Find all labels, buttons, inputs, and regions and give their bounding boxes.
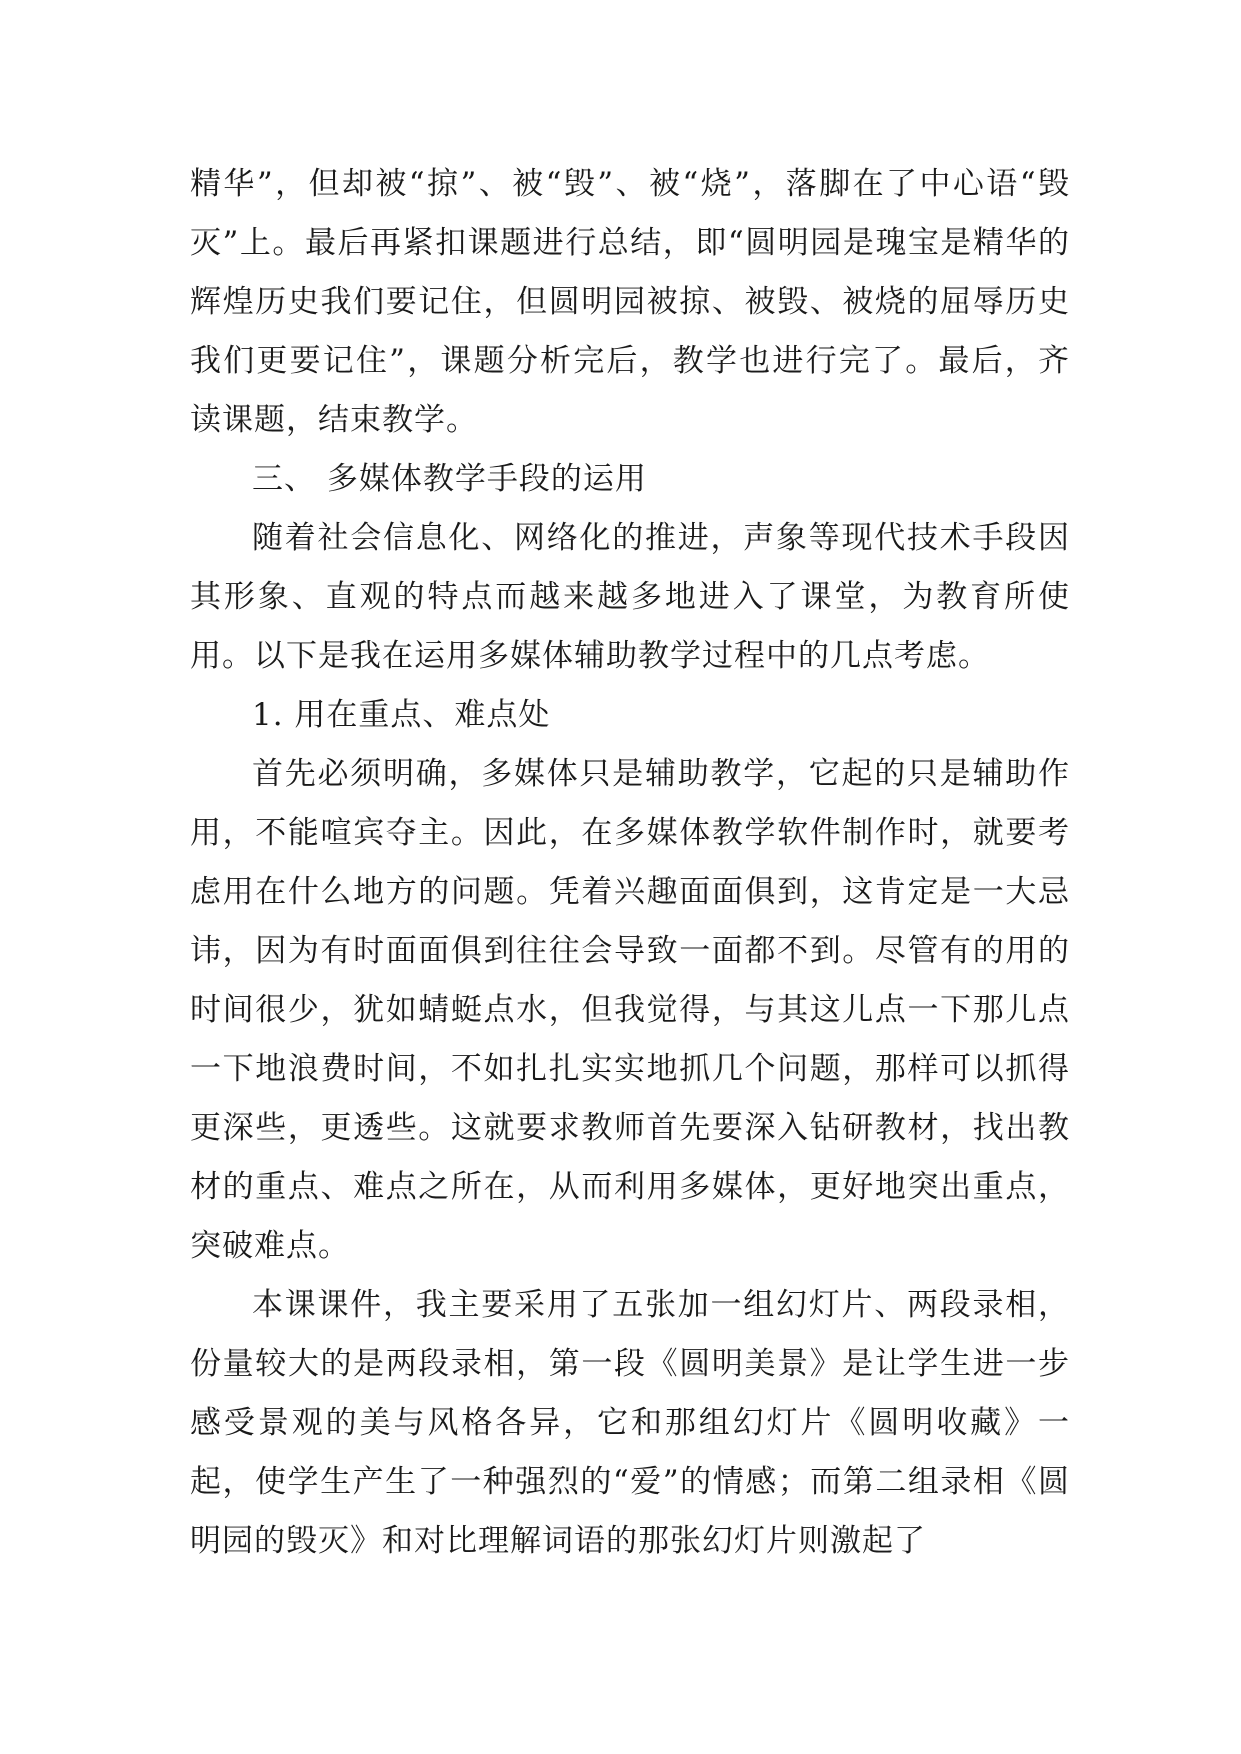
paragraph-intro: 随着社会信息化、网络化的推进，声象等现代技术手段因其形象、直观的特点而越来越多地进入了课堂，为教育所使用。以下是我在运用多媒体辅助教学过程中的几点考虑。 (190, 520, 1070, 674)
document-body (190, 155, 1070, 1571)
subheading-key-points: 1. 用在重点、难点处 (252, 697, 551, 733)
section-heading-multimedia: 三、 多媒体教学手段的运用 (252, 461, 647, 497)
paragraph-key-points: 首先必须明确，多媒体只是辅助教学，它起的只是辅助作用，不能喧宾夺主。因此，在多媒体教学软件制作时，就要考虑用在什么地方的问题。凭着兴趣面面俱到，这肯定是一大忌讳，因为有时面面俱到往往会导致一面都不到。尽管有的用的时间很少，犹如蜻蜓点水，但我觉得，与其这儿点一下那儿点一下地浪费时间，不如扎扎实实地抓几个问题，那样可以抓得更深些，更透些。这就要求教师首先要深入钻研教材，找出教材的重点、难点之所在，从而利用多媒体，更好地突出重点，突破难点。 (190, 756, 1070, 1264)
paragraph-courseware: 本课课件，我主要采用了五张加一组幻灯片、两段录相，份量较大的是两段录相，第一段《圆明美景》是让学生进一步感受景观的美与风格各异，它和那组幻灯片《圆明收藏》一起，使学生产生了一种强烈的“爱”的情感；而第二组录相《圆明园的毁灭》和对比理解词语的那张幻灯片则激起了 (190, 1287, 1070, 1559)
paragraph-continuation: 精华”，但却被“掠”、被“毁”、被“烧”，落脚在了中心语“毁灭”上。最后再紧扣课题进行总结，即“圆明园是瑰宝是精华的辉煌历史我们要记住，但圆明园被掠、被毁、被烧的屈辱历史我们更要记住”，课题分析完后，教学也进行完了。最后，齐读课题，结束教学。 (190, 166, 1070, 438)
